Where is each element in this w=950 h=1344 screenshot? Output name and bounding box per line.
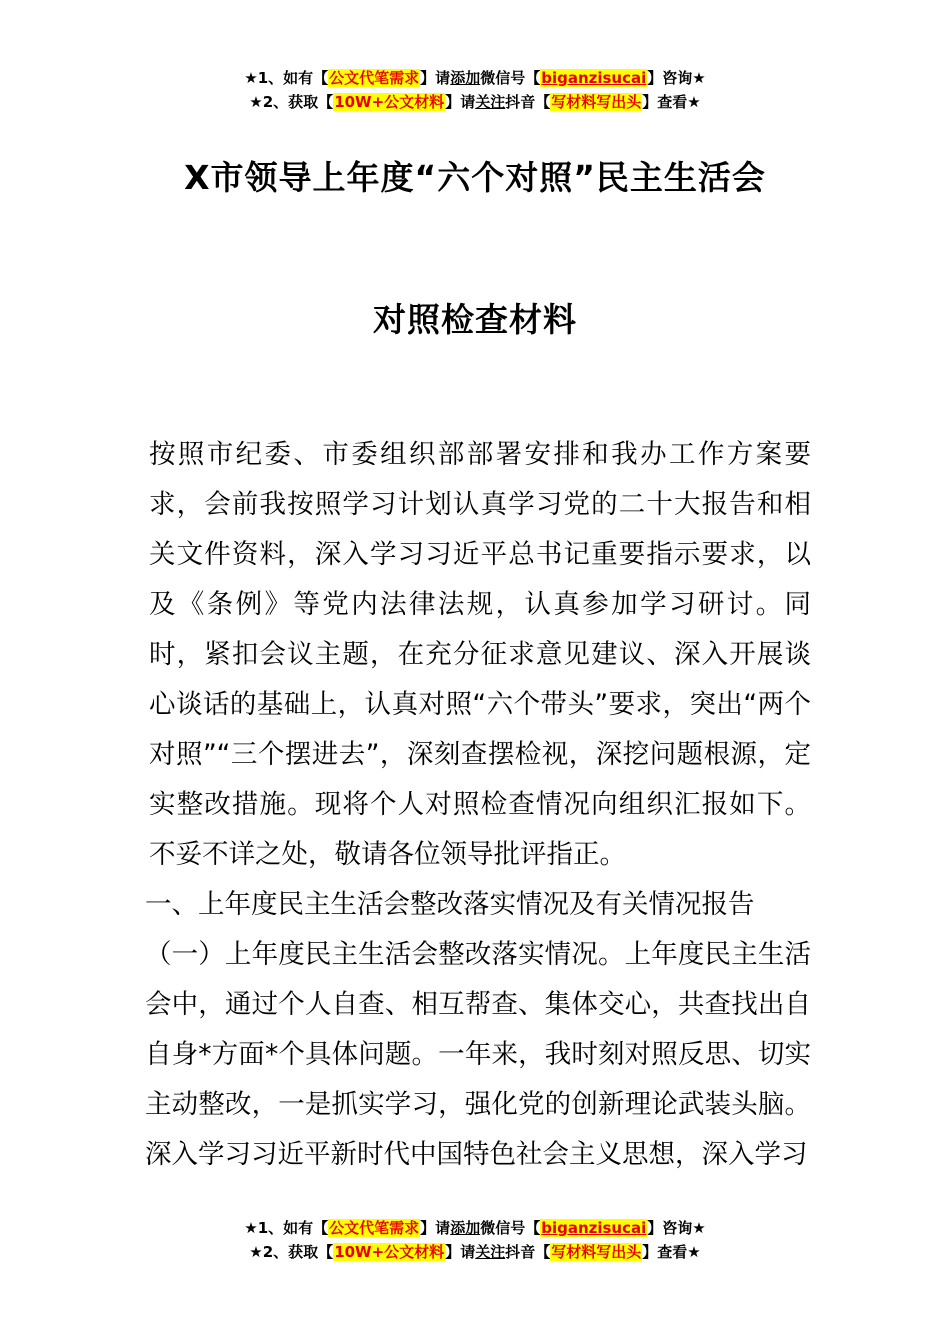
footer-line-1: ★1、如有【公文代笔需求】请添加微信号【biganzisucai】咨询★ <box>244 1219 706 1237</box>
header-banner <box>0 66 950 114</box>
highlight-service: 公文代笔需求 <box>329 1219 420 1237</box>
footer-banner <box>0 1216 950 1264</box>
footer-line-2: ★2、获取【10W+公文材料】请关注抖音【写材料写出头】查看★ <box>249 1243 701 1261</box>
intro-paragraph: 按照市纪委、市委组织部部署安排和我办工作方案要求，会前我按照学习计划认真学习党的二十大报告和相关文件资料，深入学习习近平总书记重要指示要求，以及《条例》等党内法律法规，认真参加学习研讨。同时，紧扣会议主题，在充分征求意见建议、深入开展谈心谈话的基础上，认真对照“六个带头”要求，突出“两个对照”“三个摆进去”，深刻查摆检视，深挖问题根源，定实整改措施。现将个人对照检查情况向组织汇报如下。不妥不详之处，敬请各位领导批评指正。 <box>149 439 811 870</box>
document-title-line-1: X市领导上年度“六个对照”民主生活会 <box>184 158 766 197</box>
document-title-line-2: 对照检查材料 <box>373 300 577 339</box>
highlight-materials: 10W+公文材料 <box>334 93 445 111</box>
douyin-account: 写材料写出头 <box>551 1243 642 1261</box>
highlight-materials: 10W+公文材料 <box>334 1243 445 1261</box>
document-body <box>145 430 811 1180</box>
paragraph-rectification: （一）上年度民主生活会整改落实情况。上年度民主生活会中，通过个人自查、相互帮查、集体交心，共查找出自自身*方面*个具体问题。一年来，我时刻对照反思、切实主动整改，一是抓实学习，强化党的创新理论武装头脑。深入学习习近平新时代中国特色社会主义思想，深入学习 <box>145 939 811 1170</box>
wechat-id[interactable]: biganzisucai <box>541 1219 647 1237</box>
banner-line-1: ★1、如有【公文代笔需求】请添加微信号【biganzisucai】咨询★ <box>244 69 706 87</box>
wechat-id[interactable]: biganzisucai <box>541 69 647 87</box>
banner-line-2: ★2、获取【10W+公文材料】请关注抖音【写材料写出头】查看★ <box>249 93 701 111</box>
douyin-account: 写材料写出头 <box>551 93 642 111</box>
section-heading-1: 一、上年度民主生活会整改落实情况及有关情况报告 <box>145 889 755 920</box>
highlight-service: 公文代笔需求 <box>329 69 420 87</box>
